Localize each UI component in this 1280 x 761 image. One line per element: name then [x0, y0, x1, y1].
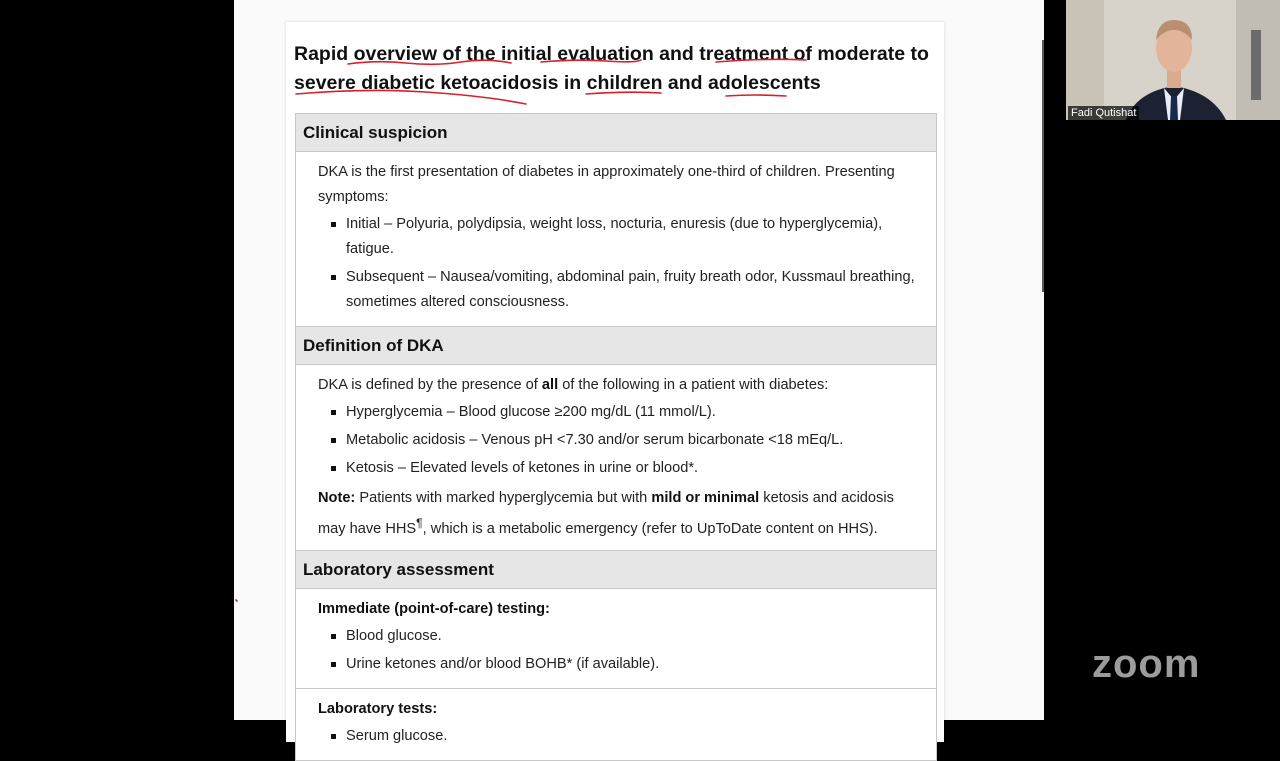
section-header: Laboratory assessment [296, 551, 936, 589]
shared-screen [234, 0, 1044, 744]
document-title: Rapid overview of the initial evaluation and treatment of moderate to severe diabetic ketoacidosis in children and adolescents [294, 43, 929, 94]
bullet-list [318, 212, 922, 315]
subsection-heading: Laboratory tests: [318, 700, 438, 717]
section-header: Clinical suspicion [296, 114, 936, 152]
list-item: Metabolic acidosis – Venous pH <7.30 and/or serum bicarbonate <18 mEq/L. [318, 428, 922, 453]
bullet-list [318, 400, 922, 481]
screen-share-scrollbar[interactable] [1042, 40, 1044, 292]
list-item: Hyperglycemia – Blood glucose ≥200 mg/dL (11 mmol/L). [318, 400, 922, 425]
list-item: Blood glucose. [318, 624, 922, 649]
list-item: Serum glucose. [318, 724, 922, 749]
note-text: ketosis and acidosis may have HHS [318, 490, 894, 537]
section-body [296, 365, 936, 551]
participant-video[interactable] [1066, 0, 1280, 120]
list-item: Urine ketones and/or blood BOHB* (if available). [318, 652, 922, 677]
section-intro: DKA is the first presentation of diabetes in approximately one-third of children. Presenting symptoms: [318, 164, 895, 205]
section-body [296, 589, 936, 689]
intro-text: DKA is defined by the presence of [318, 377, 542, 393]
section-header: Definition of DKA [296, 327, 936, 365]
note-paragraph [318, 486, 922, 542]
list-item: Subsequent – Nausea/vomiting, abdominal pain, fruity breath odor, Kussmaul breathing, sometimes altered consciousness. [318, 265, 922, 315]
footnote-marker[interactable]: ¶ [416, 516, 423, 530]
note-text: Patients with marked hyperglycemia but with [355, 490, 652, 506]
participant-name-label: Fadi Qutishat [1068, 106, 1139, 120]
zoom-logo: zoom [1092, 642, 1201, 686]
section-intro [318, 373, 922, 398]
document-page [286, 22, 944, 742]
subsection-heading: Immediate (point-of-care) testing: [318, 600, 550, 617]
bullet-list [318, 724, 922, 749]
note-text: , which is a metabolic emergency (refer to UpToDate content on HHS). [422, 520, 878, 537]
list-item: Ketosis – Elevated levels of ketones in urine or blood*. [318, 456, 922, 481]
overview-table [295, 113, 937, 761]
intro-text: of the following in a patient with diabetes: [558, 377, 829, 393]
section-body [296, 689, 936, 761]
note-emphasis: mild or minimal [651, 490, 760, 506]
participant-video-frame [1066, 0, 1280, 120]
list-item: Initial – Polyuria, polydipsia, weight loss, nocturia, enuresis (due to hyperglycemia), fatigue. [318, 212, 922, 262]
annotation-mark [236, 600, 237, 601]
bullet-list [318, 624, 922, 677]
intro-emphasis: all [541, 377, 559, 393]
section-body [296, 152, 936, 327]
note-label: Note: [318, 490, 356, 506]
